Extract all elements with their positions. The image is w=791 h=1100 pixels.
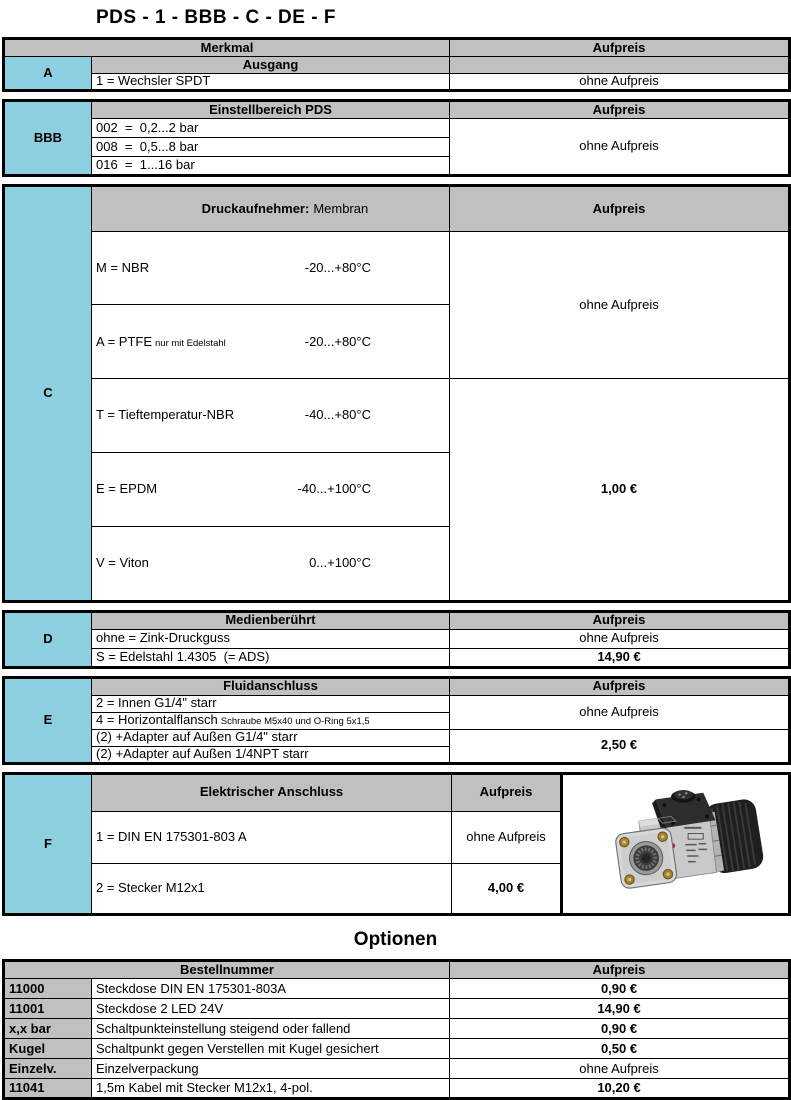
table-e	[2, 676, 791, 765]
option-code: x,x bar	[4, 1019, 92, 1039]
temp-range: -40...+80°C	[304, 407, 371, 423]
group-header-druckaufnehmer	[92, 186, 450, 232]
option-price: 0,90 €	[450, 979, 790, 999]
bestellnummer-header: Bestellnummer	[4, 961, 450, 979]
option-label: S = Edelstahl 1.4305 (= ADS)	[92, 648, 450, 667]
option-description: Schaltpunkt gegen Verstellen mit Kugel gesichert	[92, 1039, 450, 1059]
option-price: 14,90 €	[450, 648, 790, 667]
pressure-switch-photo	[604, 789, 776, 895]
option-label: 1 = DIN EN 175301-803 A	[92, 811, 452, 863]
group-header-normal: Membran	[313, 200, 369, 216]
product-photo-cell	[562, 773, 790, 915]
option-code: Einzelv.	[4, 1059, 92, 1079]
temp-range: -20...+80°C	[304, 333, 371, 349]
options-title: Optionen	[353, 929, 438, 951]
option-label: E = EPDM -40...+100°C	[92, 453, 450, 527]
option-code: 11041	[4, 1079, 92, 1099]
option-label: T = Tieftemperatur-NBR -40...+80°C	[92, 379, 450, 453]
option-label: ohne = Zink-Druckguss	[92, 629, 450, 648]
temp-range: -20...+80°C	[304, 259, 371, 275]
option-description: Steckdose 2 LED 24V	[92, 999, 450, 1019]
aufpreis-header: Aufpreis	[450, 677, 790, 695]
option-code: Kugel	[4, 1039, 92, 1059]
option-price: ohne Aufpreis	[450, 74, 790, 91]
group-header-fluidanschluss: Fluidanschluss	[92, 677, 450, 695]
letter-cell-d: D	[4, 611, 92, 667]
aufpreis-header: Aufpreis	[450, 961, 790, 979]
option-price: 0,90 €	[450, 1019, 790, 1039]
page-title: PDS - 1 - BBB - C - DE - F	[96, 7, 336, 28]
group-header-medienberuehrt: Medienberührt	[92, 611, 450, 629]
option-label: 1 = Wechsler SPDT	[92, 74, 450, 91]
empty-header-cell	[450, 57, 790, 74]
letter-cell-f: F	[4, 773, 92, 915]
option-label: (2) +Adapter auf Außen G1/4" starr	[92, 729, 450, 746]
table-a	[2, 37, 791, 92]
group-header-bold: Druckaufnehmer:	[201, 200, 310, 216]
option-price: 14,90 €	[450, 999, 790, 1019]
option-price: 4,00 €	[452, 863, 562, 915]
option-label: 2 = Innen G1/4" starr	[92, 695, 450, 712]
group-header-ausgang: Ausgang	[92, 57, 450, 74]
option-label: V = Viton 0...+100°C	[92, 526, 450, 601]
option-price: 0,50 €	[450, 1039, 790, 1059]
table-bbb	[2, 99, 791, 177]
option-price: 10,20 €	[450, 1079, 790, 1099]
group-header-elektrischer-anschluss: Elektrischer Anschluss	[92, 773, 452, 811]
option-label: 002 = 0,2...2 bar	[92, 119, 450, 138]
letter-cell-a: A	[4, 57, 92, 91]
option-label: 4 = Horizontalflansch Schraube M5x40 und O-Ring 5x1,5	[92, 712, 450, 729]
aufpreis-header: Aufpreis	[452, 773, 562, 811]
option-code: 11000	[4, 979, 92, 999]
table-d	[2, 610, 791, 669]
option-description: Steckdose DIN EN 175301-803A	[92, 979, 450, 999]
option-label: 008 = 0,5...8 bar	[92, 138, 450, 157]
option-price: ohne Aufpreis	[452, 811, 562, 863]
option-code: 11001	[4, 999, 92, 1019]
option-price: ohne Aufpreis	[450, 119, 790, 176]
option-label: (2) +Adapter auf Außen 1/4NPT starr	[92, 746, 450, 763]
option-price: ohne Aufpreis	[450, 629, 790, 648]
letter-cell-e: E	[4, 677, 92, 763]
aufpreis-header: Aufpreis	[450, 186, 790, 232]
aufpreis-header: Aufpreis	[450, 101, 790, 119]
option-label: A = PTFE nur mit Edelstahl -20...+80°C	[92, 305, 450, 379]
option-price: ohne Aufpreis	[450, 1059, 790, 1079]
option-description: 1,5m Kabel mit Stecker M12x1, 4-pol.	[92, 1079, 450, 1099]
temp-range: -40...+100°C	[297, 481, 371, 497]
merkmal-header: Merkmal	[4, 39, 450, 57]
option-price: 1,00 €	[450, 379, 790, 601]
option-label: 2 = Stecker M12x1	[92, 863, 452, 915]
table-f	[2, 772, 791, 917]
group-header-einstellbereich: Einstellbereich PDS	[92, 101, 450, 119]
temp-range: 0...+100°C	[309, 554, 371, 570]
options-table	[2, 959, 791, 1100]
option-label: 016 = 1...16 bar	[92, 157, 450, 176]
letter-cell-bbb: BBB	[4, 101, 92, 176]
option-price: 2,50 €	[450, 729, 790, 763]
letter-cell-c: C	[4, 186, 92, 602]
option-description: Schaltpunkteinstellung steigend oder fallend	[92, 1019, 450, 1039]
option-price: ohne Aufpreis	[450, 231, 790, 379]
option-price: ohne Aufpreis	[450, 695, 790, 729]
aufpreis-header: Aufpreis	[450, 611, 790, 629]
aufpreis-header: Aufpreis	[450, 39, 790, 57]
option-description: Einzelverpackung	[92, 1059, 450, 1079]
table-c	[2, 184, 791, 603]
option-label: M = NBR -20...+80°C	[92, 231, 450, 305]
